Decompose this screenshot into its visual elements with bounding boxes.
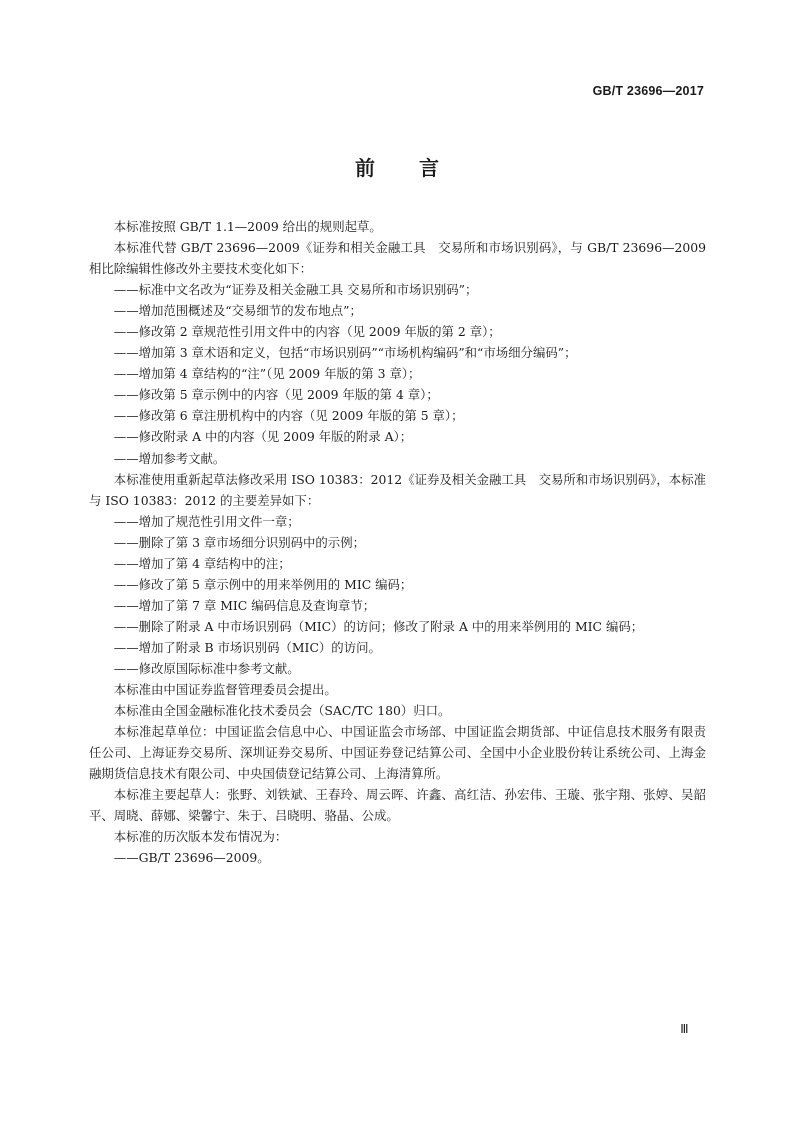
paragraph: 本标准代替 GB/T 23696—2009《证券和相关金融工具 交易所和市场识别码》，与 GB/T 23696—2009 相比除编辑性修改外主要技术变化如下：: [89, 240, 706, 277]
paragraph: 本标准由全国金融标准化技术委员会（SAC/TC 180）归口。: [113, 703, 451, 719]
list-item: ——增加第 3 章术语和定义，包括“市场识别码”“市场机构编码”和“市场细分编码”；: [113, 345, 577, 361]
page-number: Ⅲ: [680, 1022, 688, 1036]
list-item: ——增加参考文献。: [113, 450, 226, 466]
list-item: ——修改原国际标准中参考文献。: [113, 660, 300, 676]
list-item: ——增加范围概述及“交易细节的发布地点”；: [113, 303, 362, 319]
list-item: ——修改第 6 章注册机构中的内容（见 2009 年版的第 5 章）；: [113, 408, 464, 424]
page-title: 前言: [355, 156, 483, 180]
paragraph: 本标准按照 GB/T 1.1—2009 给出的规则起草。: [113, 219, 382, 234]
standard-code: GB/T 23696—2017: [592, 84, 704, 98]
foreword-body: [89, 216, 706, 868]
paragraph: 本标准起草单位：中国证监会信息中心、中国证监会市场部、中国证监会期货部、中证信息技术服务有限责任公司、上海证券交易所、深圳证券交易所、中国证券登记结算公司、全国中小企业股份转让系统公司、上海金融期货信息技术有限公司、中央国债登记结算公司、上海清算所。: [89, 724, 706, 782]
paragraph: 本标准由中国证券监督管理委员会提出。: [113, 682, 337, 698]
list-item: ——删除了第 3 章市场细分识别码中的示例；: [113, 534, 365, 550]
list-item: ——标准中文名改为“证券及相关金融工具 交易所和市场识别码”；: [113, 282, 478, 298]
list-item: ——删除了附录 A 中市场识别码（MIC）的访问；修改了附录 A 中的用来举例用的 MIC 编码；: [113, 618, 644, 634]
list-item: ——增加第 4 章结构的“注”（见 2009 年版的第 3 章）；: [113, 366, 421, 382]
list-item: ——修改附录 A 中的内容（见 2009 年版的附录 A）；: [113, 429, 413, 445]
list-item: ——增加了第 4 章结构中的注；: [113, 555, 291, 571]
paragraph: 本标准的历次版本发布情况为：: [113, 829, 288, 845]
list-item: ——修改了第 5 章示例中的用来举例用的 MIC 编码；: [113, 576, 413, 592]
list-item: ——增加了规范性引用文件一章；: [113, 513, 300, 529]
list-item: ——增加了附录 B 市场识别码（MIC）的访问。: [113, 639, 381, 655]
list-item: ——GB/T 23696—2009。: [113, 850, 270, 866]
list-item: ——增加了第 7 章 MIC 编码信息及查询章节；: [113, 597, 376, 613]
paragraph: 本标准主要起草人：张野、刘铁斌、王春玲、周云晖、许鑫、高红洁、孙宏伟、王璇、张宇翔、张婷、吴韶平、周晓、薛娜、梁馨宁、朱于、吕晓明、骆晶、公成。: [89, 787, 706, 824]
paragraph: 本标准使用重新起草法修改采用 ISO 10383：2012《证券及相关金融工具 交易所和市场识别码》，本标准与 ISO 10383：2012 的主要差异如下：: [89, 471, 706, 508]
list-item: ——修改第 2 章规范性引用文件中的内容（见 2009 年版的第 2 章）；: [113, 324, 501, 340]
list-item: ——修改第 5 章示例中的内容（见 2009 年版的第 4 章）；: [113, 387, 439, 403]
